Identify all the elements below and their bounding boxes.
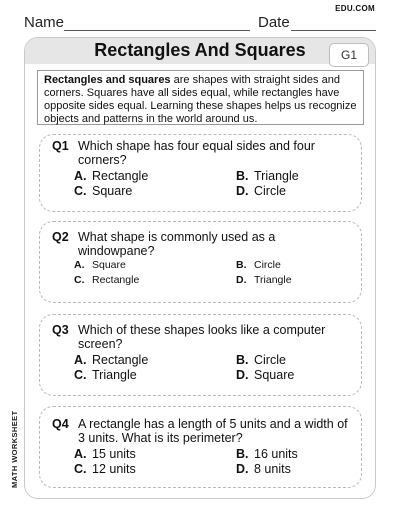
option-c[interactable]: C. Rectangle (74, 274, 140, 286)
question-text: Which of these shapes looks like a computer screen? (78, 323, 326, 351)
option-d[interactable]: D. Square (236, 368, 295, 382)
question-text: A rectangle has a length of 5 units and a width of 3 units. What is its perimeter? (78, 417, 348, 445)
option-a[interactable]: A. Rectangle (74, 169, 149, 183)
question-text: Which shape has four equal sides and four corners? (78, 139, 315, 167)
option-c[interactable]: C. 12 units (74, 462, 136, 476)
question-number: Q1 (52, 139, 69, 153)
worksheet-title: Rectangles And Squares (94, 40, 306, 60)
option-c[interactable]: C. Triangle (74, 368, 137, 382)
intro-text: are shapes with straight sides and corners. Squares have all sides equal, while rectangles have opposite sides equal. Learning these shapes helps us recognize objects and patterns in the world around us. (44, 74, 357, 125)
brand-logo: EDU.COM (335, 4, 375, 13)
option-b[interactable]: B. Triangle (236, 169, 299, 183)
question-card (39, 134, 362, 212)
option-c[interactable]: C. Square (74, 184, 133, 198)
option-b[interactable]: B. Circle (236, 259, 281, 271)
option-d[interactable]: D. Circle (236, 184, 286, 198)
grade-badge: G1 (329, 43, 369, 67)
question-card (39, 221, 362, 303)
option-d[interactable]: D. Triangle (236, 274, 292, 286)
option-a[interactable]: A. 15 units (74, 447, 136, 461)
intro-box (37, 70, 364, 125)
question-number: Q4 (52, 417, 69, 431)
option-b[interactable]: B. 16 units (236, 447, 298, 461)
option-d[interactable]: D. 8 units (236, 462, 291, 476)
option-b[interactable]: B. Circle (236, 353, 286, 367)
intro-bold: Rectangles and squares (44, 74, 171, 86)
header (0, 14, 400, 38)
option-a[interactable]: A. Square (74, 259, 126, 271)
question-card (39, 406, 362, 488)
name-line[interactable] (64, 30, 250, 31)
option-a[interactable]: A. Rectangle (74, 353, 149, 367)
name-label: Name (24, 14, 65, 31)
date-line[interactable] (291, 30, 376, 31)
question-card (39, 314, 362, 396)
question-number: Q2 (52, 230, 69, 244)
date-label: Date (258, 14, 290, 31)
question-text: What shape is commonly used as a windowpane? (78, 230, 276, 258)
worksheet-card (24, 37, 376, 499)
question-number: Q3 (52, 323, 69, 337)
